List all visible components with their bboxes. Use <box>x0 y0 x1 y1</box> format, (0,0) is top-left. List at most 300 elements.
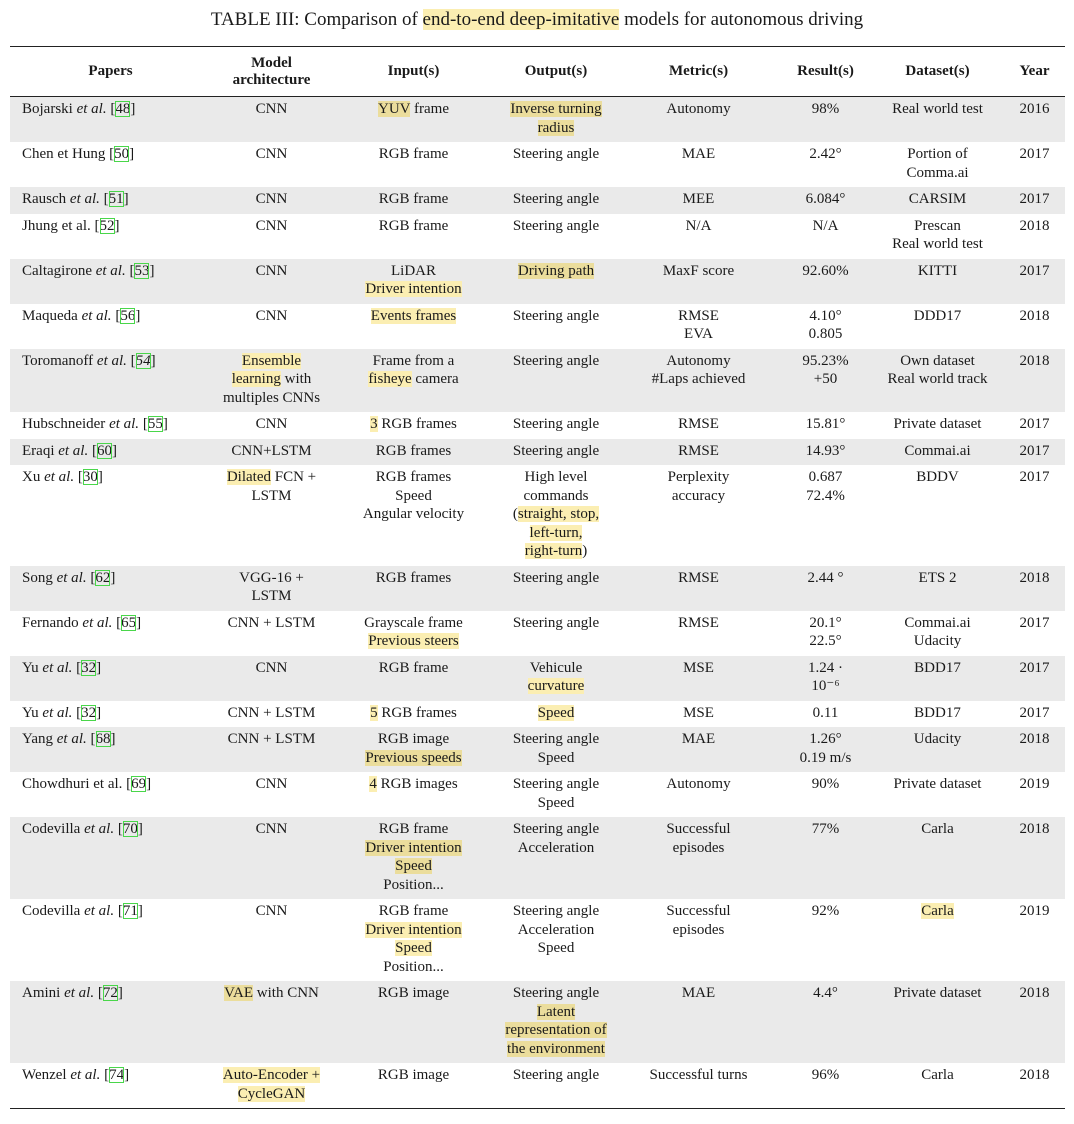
author: Fernando <box>22 614 79 631</box>
cell-metrics <box>617 259 780 304</box>
cell-datasets <box>871 259 1004 304</box>
cell-results <box>780 1063 871 1109</box>
cell-text: RGB frame <box>378 659 449 676</box>
highlighted-text[interactable]: Driver intention <box>365 839 462 856</box>
highlighted-text[interactable]: Speed <box>395 858 432 874</box>
cell-text: Acceleration <box>517 839 595 856</box>
cell-line: MaxF score <box>662 262 735 279</box>
table-row <box>10 981 1065 1063</box>
cell-text: CNN <box>255 416 288 432</box>
cell-text: CNN+LSTM <box>231 442 312 459</box>
highlighted-text[interactable]: Events frames <box>370 307 457 324</box>
cell-text: CNN <box>255 146 288 162</box>
header-year: Year <box>1004 47 1065 97</box>
highlighted-text[interactable]: Dilated <box>226 469 271 485</box>
cell-line <box>336 468 491 487</box>
cell-text: RGB image <box>377 731 450 747</box>
table-row <box>10 701 1065 728</box>
cell-line <box>215 415 328 434</box>
cell-text: Speed <box>537 940 575 956</box>
cell-text: Steering angle <box>512 191 600 207</box>
citation-link[interactable]: 51 <box>108 191 124 207</box>
table-row <box>10 656 1065 701</box>
citation-link[interactable]: 65 <box>121 614 137 631</box>
cell-architecture <box>211 656 332 701</box>
cell-year: 2017 <box>1019 469 1050 485</box>
highlighted-text[interactable]: 4 <box>369 776 377 792</box>
cell-text: RGB image <box>377 985 450 1001</box>
cell-paper: Yu et al. [32] <box>22 704 102 721</box>
highlighted-text[interactable]: radius <box>537 119 575 136</box>
cell-line <box>215 704 328 723</box>
cell-line: 1.26° <box>809 731 842 747</box>
cell-inputs <box>332 727 495 772</box>
cell-results <box>780 439 871 466</box>
cell-line <box>215 442 328 461</box>
cell-line <box>875 307 1000 326</box>
cell-line <box>875 190 1000 209</box>
cell-datasets <box>871 727 1004 772</box>
cell-line <box>499 217 613 236</box>
cell-line <box>499 569 613 588</box>
cell-results <box>780 97 871 143</box>
cell-text: Private dataset <box>893 416 982 432</box>
et-al: et al. <box>44 469 75 485</box>
cell-line <box>875 730 1000 749</box>
highlighted-text[interactable]: Ensemble <box>241 352 302 369</box>
cell-year: 2018 <box>1004 349 1065 413</box>
cell-datasets <box>871 187 1004 214</box>
cell-line <box>499 190 613 209</box>
author: Chowdhuri et al. <box>22 776 123 792</box>
cell-inputs <box>332 465 495 566</box>
cell-text: Speed <box>537 749 575 766</box>
cell-text: Steering angle <box>512 614 600 631</box>
cell-architecture <box>211 439 332 466</box>
cell-metrics <box>617 187 780 214</box>
cell-line <box>499 352 613 371</box>
cell-text: Comma.ai <box>906 164 969 181</box>
cell-paper: Chen et Hung [50] <box>22 146 135 162</box>
cell-line <box>875 659 1000 678</box>
cell-paper: Eraqi et al. [60] <box>10 439 211 466</box>
cell-text: Prescan <box>914 217 961 234</box>
cell-line <box>336 614 491 633</box>
cell-metrics <box>617 701 780 728</box>
cell-outputs <box>495 701 617 728</box>
highlighted-text[interactable]: YUV <box>378 101 411 117</box>
et-al: et al. <box>82 614 113 631</box>
cell-line: EVA <box>684 326 713 342</box>
cell-line: MSE <box>683 704 714 721</box>
cell-text: CNN + LSTM <box>227 731 316 747</box>
highlighted-text[interactable]: Speed <box>537 704 575 721</box>
citation-link[interactable]: 55 <box>147 416 163 432</box>
cell-text: CNN <box>255 821 288 837</box>
highlighted-text[interactable]: fisheye <box>368 371 412 387</box>
highlighted-text[interactable]: Auto-Encoder + <box>222 1067 321 1083</box>
cell-line <box>336 569 491 588</box>
cell-outputs <box>495 187 617 214</box>
highlighted-text[interactable]: Driver intention <box>365 281 462 297</box>
cell-text: RGB frame <box>378 146 449 162</box>
cell-paper: Codevilla et al. [71] <box>22 903 143 919</box>
cell-text: ETS 2 <box>918 569 957 586</box>
table-row <box>10 97 1065 143</box>
cell-text: RGB frame <box>378 903 449 919</box>
cell-outputs <box>495 727 617 772</box>
author: Yu <box>22 659 39 676</box>
citation-link[interactable]: 71 <box>122 903 138 919</box>
cell-line <box>215 468 328 487</box>
citation-link[interactable]: 62 <box>95 569 111 586</box>
cell-line <box>336 902 491 921</box>
cell-line: episodes <box>672 921 725 938</box>
cell-text: Steering angle <box>512 352 600 369</box>
cell-line: #Laps achieved <box>651 371 746 387</box>
highlighted-text[interactable]: CycleGAN <box>237 1085 306 1102</box>
cell-line <box>499 820 613 839</box>
cell-text: Steering angle <box>512 985 600 1001</box>
highlighted-text[interactable]: VAE <box>224 985 254 1001</box>
highlighted-text[interactable]: curvature <box>527 678 585 694</box>
cell-text: with CNN <box>253 985 319 1001</box>
table-row <box>10 412 1065 439</box>
cell-architecture <box>211 817 332 899</box>
author: Rausch <box>22 191 67 207</box>
cell-inputs <box>332 304 495 349</box>
cell-outputs <box>495 611 617 656</box>
cell-text: Carla <box>921 1067 954 1083</box>
cell-line <box>875 704 1000 723</box>
cell-paper: Amini et al. [72] <box>10 981 211 1063</box>
cell-line: 2.44 ° <box>807 569 844 586</box>
cell-line: Successful turns <box>649 1067 748 1083</box>
cell-paper: Jhung et al. [52] <box>22 217 120 234</box>
highlighted-text[interactable]: the environment <box>507 1040 605 1057</box>
highlighted-text[interactable]: Carla <box>921 903 954 919</box>
cell-line <box>499 730 613 749</box>
cell-year: 2019 <box>1019 903 1050 919</box>
cell-outputs <box>495 214 617 259</box>
citation-link[interactable]: 72 <box>102 985 118 1001</box>
cell-line <box>499 984 613 1003</box>
cell-line <box>499 749 613 768</box>
header-papers: Papers <box>10 47 211 97</box>
cell-text: RGB frames <box>375 442 452 459</box>
et-al: et al. <box>109 416 140 432</box>
highlighted-text[interactable]: Previous speeds <box>365 749 462 766</box>
cell-metrics <box>617 566 780 611</box>
highlighted-text[interactable]: Speed <box>395 940 432 956</box>
highlighted-text[interactable]: learning <box>231 371 281 387</box>
cell-results <box>780 817 871 899</box>
table-row <box>10 349 1065 413</box>
cell-line: 4.10° <box>809 307 842 324</box>
cell-year: 2017 <box>1004 187 1065 214</box>
cell-inputs <box>332 772 495 817</box>
table-row <box>10 214 1065 259</box>
cell-text: CNN <box>255 659 288 676</box>
cell-datasets <box>871 349 1004 413</box>
cell-line <box>499 262 613 281</box>
cell-line <box>499 442 613 461</box>
cell-paper: Caltagirone et al. [53] <box>10 259 211 304</box>
cell-line <box>215 902 328 921</box>
cell-datasets <box>871 981 1004 1063</box>
highlighted-text[interactable]: Driving path <box>517 262 595 279</box>
citation-link[interactable]: 50 <box>114 146 130 162</box>
cell-architecture <box>211 1063 332 1109</box>
cell-text: BDDV <box>916 469 959 485</box>
cell-year: 2017 <box>1004 439 1065 466</box>
highlighted-text[interactable]: Previous steers <box>368 633 459 649</box>
highlighted-text[interactable]: straight, stop, <box>517 506 600 522</box>
cell-line <box>336 839 491 858</box>
cell-text: Commai.ai <box>904 614 971 631</box>
highlighted-text[interactable]: 3 <box>370 416 378 432</box>
cell-metrics <box>617 412 780 439</box>
cell-text: Real world test <box>892 101 983 117</box>
cell-line <box>875 614 1000 633</box>
cell-line <box>875 370 1000 389</box>
table-row <box>10 772 1065 817</box>
cell-line <box>499 921 613 940</box>
highlighted-text[interactable]: Driver intention <box>365 921 462 938</box>
cell-line: RMSE <box>678 416 719 432</box>
author: Bojarski <box>22 101 73 117</box>
cell-year: 2018 <box>1004 981 1065 1063</box>
citation-link[interactable]: 74 <box>109 1067 125 1083</box>
cell-line: 77% <box>811 821 840 837</box>
cell-text: Frame from a <box>372 352 455 369</box>
cell-line: MEE <box>682 191 715 207</box>
cell-datasets <box>871 772 1004 817</box>
citation-link[interactable]: 68 <box>95 731 111 747</box>
cell-datasets <box>871 899 1004 981</box>
cell-year: 2018 <box>1004 566 1065 611</box>
cell-text: CNN <box>255 776 288 792</box>
cell-line <box>875 145 1000 164</box>
cell-line: RMSE <box>678 307 719 324</box>
citation-link[interactable]: 54 <box>135 352 151 369</box>
cell-inputs <box>332 214 495 259</box>
cell-results <box>780 304 871 349</box>
cell-text: camera <box>411 371 459 387</box>
cell-line <box>499 119 613 138</box>
cell-line <box>875 775 1000 794</box>
cell-datasets <box>871 701 1004 728</box>
cell-architecture <box>211 349 332 413</box>
cell-outputs <box>495 142 617 187</box>
citation-link[interactable]: 60 <box>96 442 112 459</box>
cell-metrics <box>617 304 780 349</box>
cell-year: 2018 <box>1004 727 1065 772</box>
cell-line: 96% <box>811 1067 840 1083</box>
cell-inputs <box>332 656 495 701</box>
cell-paper: Fernando et al. [65] <box>22 614 142 631</box>
cell-line <box>336 659 491 678</box>
cell-line: 72.4% <box>806 487 845 504</box>
highlighted-text[interactable]: right-turn <box>524 543 583 559</box>
cell-line: Autonomy <box>666 352 731 369</box>
cell-line <box>336 415 491 434</box>
cell-line: 0.687 <box>808 469 843 485</box>
author: Song <box>22 569 53 586</box>
cell-text: Carla <box>921 821 954 837</box>
cell-text: Position... <box>383 958 444 975</box>
cell-line <box>499 1040 613 1059</box>
cell-text: Private dataset <box>893 985 982 1001</box>
highlighted-text[interactable]: 5 <box>370 704 378 721</box>
cell-year: 2018 <box>1004 1063 1065 1109</box>
cell-text: RGB frames <box>375 469 452 485</box>
cell-year: 2017 <box>1019 416 1050 432</box>
et-al: et al. <box>64 985 95 1001</box>
cell-line: 92.60% <box>802 262 849 279</box>
cell-text: Steering angle <box>512 307 600 324</box>
cell-paper: Song et al. [62] <box>10 566 211 611</box>
cell-inputs <box>332 97 495 143</box>
caption-suffix: models for autonomous driving <box>619 9 864 30</box>
cell-text: Acceleration <box>517 921 595 938</box>
cell-text: CNN <box>255 191 288 207</box>
cell-text: Steering angle <box>512 569 600 586</box>
et-al: et al. <box>42 704 73 721</box>
highlighted-text[interactable]: Latent <box>536 1003 576 1020</box>
cell-line <box>875 1066 1000 1085</box>
cell-line: 15.81° <box>805 416 846 432</box>
cell-line <box>336 307 491 326</box>
cell-architecture <box>211 214 332 259</box>
cell-results <box>780 611 871 656</box>
cell-text: Angular velocity <box>362 506 465 522</box>
cell-line <box>875 984 1000 1003</box>
cell-line <box>499 468 613 487</box>
citation-link[interactable]: 56 <box>120 307 136 324</box>
cell-paper: Bojarski et al. [48] <box>10 97 211 143</box>
cell-paper: Codevilla et al. [70] <box>10 817 211 899</box>
author: Xu <box>22 469 41 485</box>
cell-metrics <box>617 817 780 899</box>
cell-text: Own dataset <box>900 352 975 369</box>
table-row <box>10 465 1065 566</box>
cell-line: Autonomy <box>666 776 731 792</box>
cell-text: LSTM <box>251 588 292 604</box>
et-al: et al. <box>42 659 73 676</box>
cell-line <box>336 1066 491 1085</box>
author: Maqueda <box>22 307 78 324</box>
cell-line: 10⁻⁶ <box>811 678 840 694</box>
cell-paper: Maqueda et al. [56] <box>22 307 141 324</box>
cell-results <box>780 772 871 817</box>
cell-results <box>780 142 871 187</box>
cell-line <box>875 569 1000 588</box>
et-al: et al. <box>76 101 107 117</box>
cell-line: 98% <box>811 101 840 117</box>
table-body <box>10 97 1065 1109</box>
highlighted-text[interactable]: left-turn, <box>529 524 583 541</box>
header-metrics: Metric(s) <box>617 47 780 97</box>
cell-architecture <box>211 981 332 1063</box>
cell-line: episodes <box>672 839 725 856</box>
header-datasets: Dataset(s) <box>871 47 1004 97</box>
cell-line <box>336 958 491 977</box>
cell-line: 1.24 · <box>808 659 843 676</box>
cell-text: RGB frames <box>377 416 457 432</box>
cell-text: Udacity <box>913 731 962 747</box>
cell-results <box>780 465 871 566</box>
cell-text: Steering angle <box>512 731 600 747</box>
cell-year: 2018 <box>1019 307 1050 324</box>
author: Eraqi <box>22 442 55 459</box>
author: Codevilla <box>22 903 81 919</box>
cell-outputs <box>495 412 617 439</box>
table-row <box>10 439 1065 466</box>
cell-text: VGG-16 + <box>239 569 304 586</box>
cell-line: MSE <box>683 659 714 676</box>
cell-inputs <box>332 701 495 728</box>
cell-line: RMSE <box>678 569 719 586</box>
citation-link[interactable]: 53 <box>134 262 150 279</box>
table-row <box>10 899 1065 981</box>
cell-year: 2018 <box>1004 817 1065 899</box>
cell-line <box>499 1003 613 1022</box>
table-row <box>10 187 1065 214</box>
author: Caltagirone <box>22 262 92 279</box>
cell-outputs <box>495 1063 617 1109</box>
cell-text: commands <box>523 487 589 504</box>
cell-metrics <box>617 611 780 656</box>
author: Amini <box>22 985 61 1001</box>
cell-line <box>336 262 491 281</box>
cell-line <box>875 217 1000 236</box>
cell-architecture <box>211 304 332 349</box>
highlighted-text[interactable]: Inverse turning <box>510 101 602 117</box>
citation-link[interactable]: 32 <box>81 659 97 676</box>
cell-line: Successful <box>666 903 731 919</box>
cell-line <box>215 614 328 633</box>
cell-inputs <box>332 981 495 1063</box>
cell-line <box>336 749 491 768</box>
cell-line <box>499 524 613 543</box>
cell-year: 2017 <box>1019 614 1050 631</box>
citation-link[interactable]: 32 <box>81 704 97 721</box>
cell-text: BDD17 <box>914 659 961 676</box>
citation-link[interactable]: 70 <box>122 821 138 837</box>
cell-text: LSTM <box>251 487 292 504</box>
cell-line <box>499 614 613 633</box>
citation-link[interactable]: 52 <box>99 217 115 234</box>
et-al: et al. <box>84 821 115 837</box>
cell-line <box>875 352 1000 371</box>
cell-architecture <box>211 899 332 981</box>
cell-results <box>780 899 871 981</box>
cell-metrics <box>617 727 780 772</box>
cell-datasets <box>871 439 1004 466</box>
citation-link[interactable]: 30 <box>82 469 98 485</box>
citation-link[interactable]: 69 <box>131 776 147 792</box>
et-al: et al. <box>84 903 115 919</box>
caption-highlight[interactable]: end-to-end deep-imitative <box>422 9 620 30</box>
highlighted-text[interactable]: representation of <box>505 1022 607 1038</box>
citation-link[interactable]: 48 <box>115 101 131 117</box>
cell-outputs <box>495 304 617 349</box>
cell-line <box>215 262 328 281</box>
cell-line <box>215 1066 328 1085</box>
cell-text: multiples CNNs <box>222 389 321 406</box>
cell-line <box>215 145 328 164</box>
